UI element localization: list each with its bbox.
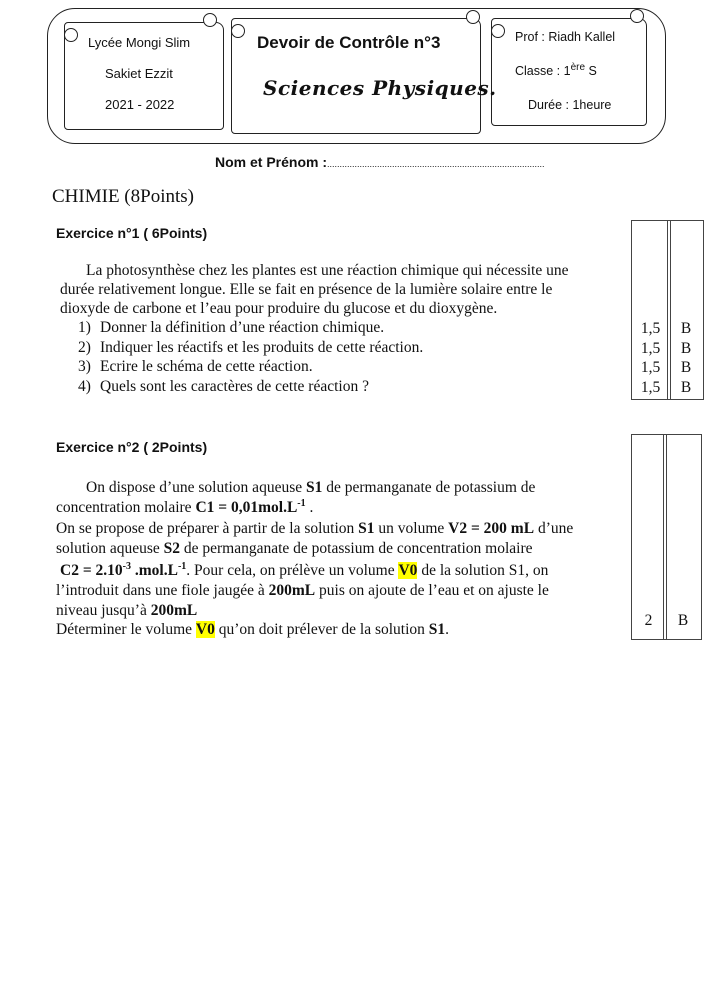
highlighted-variable: V0 <box>398 562 418 579</box>
exercise-2-line: $C2 = 2.10^{-3}$ $.mol.L^{-1}$. Pour cela, on prélève un volume V0 de la solution S1, on <box>60 560 549 579</box>
exercise-1-questions <box>78 318 423 396</box>
school-year: 2021 - 2022 <box>105 97 175 112</box>
exercise-2-line: On dispose d’une solution aqueuse S1 de permanganate de potassium de <box>86 479 536 496</box>
exam-title: Devoir de Contrôle n°3 <box>257 33 441 52</box>
section-title: CHIMIE (8Points) <box>52 186 194 207</box>
exercise-2-title: Exercice n°2 ( 2Points) <box>56 439 208 455</box>
grading-divider <box>663 435 664 639</box>
scroll-curl-icon <box>203 13 217 27</box>
exercise-1-intro-line: durée relativement longue. Elle se fait en présence de la lumière solaire entre le <box>60 281 553 298</box>
question-item: 1) Donner la définition d’une réaction chimique. <box>78 319 385 336</box>
name-field[interactable]: Nom et Prénom :....................................................................................... <box>215 154 545 170</box>
school-city: Sakiet Ezzit <box>105 66 173 81</box>
exercise-2-line: l’introduit dans une fiole jaugée à 200mL puis on ajoute de l’eau et on ajuste le <box>56 582 549 599</box>
level-column: B <box>677 612 689 629</box>
exercise-1-intro-line: La photosynthèse chez les plantes est une réaction chimique qui nécessite une <box>86 262 569 279</box>
class-level: Classe : 1ère S <box>515 61 597 78</box>
scroll-curl-icon <box>231 24 245 38</box>
question-item: 2) Indiquer les réactifs et les produits de cette réaction. <box>78 338 424 356</box>
exercise-2-line: concentration molaire $C1 = 0,01mol.L^{-1}$ . <box>56 497 314 516</box>
points-column: 1,5 1,5 1,5 1,5 <box>640 320 661 396</box>
scroll-curl-icon <box>491 24 505 38</box>
exercise-2-line: On se propose de préparer à partir de la solution S1 un volume V2 = 200 mL d’une <box>56 520 574 537</box>
school-name: Lycée Mongi Slim <box>88 35 191 50</box>
scroll-curl-icon <box>466 10 480 24</box>
exercise-2-grading-box <box>631 434 702 640</box>
level-column: B B B B <box>680 320 692 396</box>
grading-divider <box>666 435 667 639</box>
exercise-1-intro-line: dioxyde de carbone et l’eau pour produire du glucose et du dioxygène. <box>60 300 498 317</box>
question-item: 3) Ecrire le schéma de cette réaction. <box>78 358 313 376</box>
exercise-2-line: Déterminer le volume V0 qu’on doit prélever de la solution S1. <box>56 621 450 638</box>
question-item: 4) Quels sont les caractères de cette réaction ? <box>78 377 369 395</box>
teacher-name: Prof : Riadh Kallel <box>515 30 616 44</box>
exercise-1-title: Exercice n°1 ( 6Points) <box>56 225 208 241</box>
scroll-curl-icon <box>64 28 78 42</box>
exercise-1-grading-box <box>631 220 704 400</box>
points-column: 2 <box>644 612 653 629</box>
highlighted-variable: V0 <box>195 621 215 638</box>
grading-divider <box>667 221 668 399</box>
exercise-2-line: solution aqueuse S2 de permanganate de potassium de concentration molaire <box>56 540 533 557</box>
exam-duration: Durée : 1heure <box>528 98 612 112</box>
exam-subject: Sciences Physiques. <box>263 76 497 100</box>
scroll-curl-icon <box>630 9 644 23</box>
exercise-2-line: niveau jusqu’à 200mL <box>56 602 198 619</box>
